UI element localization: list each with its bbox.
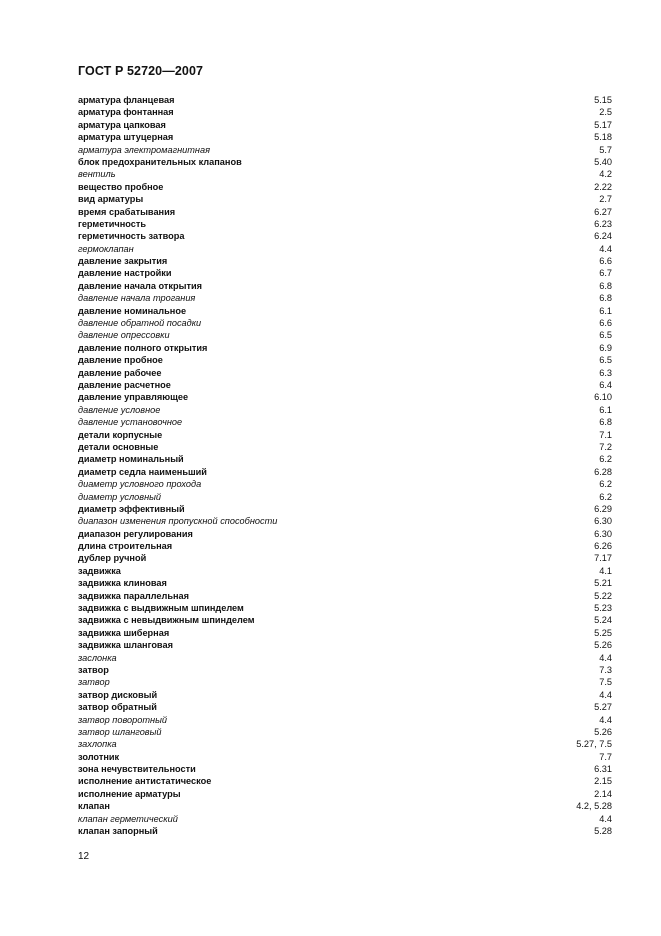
index-entry (78, 206, 612, 218)
index-term: задвижка параллельная (78, 590, 190, 601)
index-term: клапан запорный (78, 826, 158, 837)
index-reference: 6.1 (599, 404, 612, 415)
index-reference: 4.4 (599, 689, 612, 700)
index-entry (78, 367, 612, 379)
index-term: диапазон регулирования (78, 528, 193, 539)
index-entry (78, 478, 612, 490)
index-entry (78, 342, 612, 354)
index-term: давление начала трогания (78, 293, 196, 304)
index-term: задвижка (78, 565, 121, 576)
index-term: давление условное (78, 404, 161, 415)
index-term: затвор обратный (78, 702, 157, 713)
index-reference: 5.28 (594, 826, 612, 837)
index-entry (78, 391, 612, 403)
index-entry (78, 379, 612, 391)
index-entry (78, 144, 612, 156)
index-term: арматура электромагнитная (78, 144, 210, 155)
index-term: герметичность (78, 218, 146, 229)
index-term: исполнение антистатическое (78, 776, 212, 787)
index-term: диаметр условный (78, 491, 162, 502)
index-term: диапазон изменения пропускной способности (78, 516, 278, 527)
index-reference: 2.5 (599, 107, 612, 118)
index-entry (78, 652, 612, 664)
index-term: время срабатывания (78, 206, 176, 217)
index-entry (78, 280, 612, 292)
index-reference: 6.4 (599, 379, 612, 390)
index-term: гермоклапан (78, 243, 134, 254)
index-reference: 5.23 (594, 603, 612, 614)
term-index-list (78, 94, 612, 837)
index-reference: 6.24 (594, 231, 612, 242)
index-term: затвор (78, 677, 110, 688)
index-term: золотник (78, 751, 120, 762)
index-reference: 6.30 (594, 528, 612, 539)
index-entry (78, 676, 612, 688)
index-term: диаметр седла наименьший (78, 466, 207, 477)
index-entry (78, 329, 612, 341)
index-reference: 6.27 (594, 206, 612, 217)
index-term: детали основные (78, 441, 159, 452)
index-term: заслонка (78, 652, 117, 663)
index-term: арматура фланцевая (78, 95, 175, 105)
index-entry (78, 354, 612, 366)
index-reference: 4.1 (599, 565, 612, 576)
index-reference: 4.4 (599, 652, 612, 663)
index-entry (78, 453, 612, 465)
index-reference: 6.8 (599, 293, 612, 304)
index-reference: 6.3 (599, 367, 612, 378)
index-entry (78, 664, 612, 676)
index-reference: 6.23 (594, 218, 612, 229)
index-reference: 2.7 (599, 194, 612, 205)
index-reference: 5.26 (594, 726, 612, 737)
index-reference: 2.22 (594, 181, 612, 192)
index-entry (78, 181, 612, 193)
index-entry (78, 714, 612, 726)
index-term: затвор поворотный (78, 714, 167, 725)
index-entry (78, 243, 612, 255)
index-term: арматура штуцерная (78, 132, 174, 143)
index-reference: 5.25 (594, 627, 612, 638)
index-term: давление управляющее (78, 392, 189, 403)
index-term: детали корпусные (78, 429, 163, 440)
index-term: задвижка с невыдвижным шпинделем (78, 615, 255, 626)
index-reference: 5.40 (594, 156, 612, 167)
index-reference: 6.26 (594, 541, 612, 552)
index-reference: 6.7 (599, 268, 612, 279)
index-reference: 4.4 (599, 813, 612, 824)
index-entry (78, 94, 612, 106)
index-reference: 7.5 (599, 677, 612, 688)
index-reference: 7.7 (599, 751, 612, 762)
index-term: арматура фонтанная (78, 107, 174, 118)
index-entry (78, 577, 612, 589)
index-entry (78, 825, 612, 837)
index-entry (78, 552, 612, 564)
index-entry (78, 429, 612, 441)
index-reference: 2.14 (594, 788, 612, 799)
index-entry (78, 305, 612, 317)
index-term: диаметр номинальный (78, 454, 184, 465)
index-term: давление закрытия (78, 256, 168, 267)
index-term: давление опрессовки (78, 330, 170, 341)
index-entry (78, 131, 612, 143)
index-term: зона нечувствительности (78, 764, 196, 775)
index-reference: 4.4 (599, 243, 612, 254)
index-entry (78, 627, 612, 639)
index-reference: 7.3 (599, 664, 612, 675)
index-term: затвор дисковый (78, 689, 158, 700)
index-reference: 5.18 (594, 132, 612, 143)
index-entry (78, 602, 612, 614)
index-term: исполнение арматуры (78, 788, 181, 799)
index-reference: 5.7 (599, 144, 612, 155)
index-reference: 7.17 (594, 553, 612, 564)
index-term: давление номинальное (78, 305, 187, 316)
index-reference: 4.4 (599, 714, 612, 725)
index-entry (78, 156, 612, 168)
index-entry (78, 763, 612, 775)
index-entry (78, 515, 612, 527)
index-entry (78, 255, 612, 267)
index-entry (78, 528, 612, 540)
index-reference: 5.17 (594, 119, 612, 130)
index-term: герметичность затвора (78, 231, 185, 242)
index-reference: 6.6 (599, 318, 612, 329)
index-entry (78, 267, 612, 279)
index-term: давление полного открытия (78, 342, 208, 353)
index-reference: 5.22 (594, 590, 612, 601)
index-term: задвижка клиновая (78, 578, 167, 589)
index-term: вещество пробное (78, 181, 164, 192)
index-reference: 6.5 (599, 355, 612, 366)
index-entry (78, 317, 612, 329)
index-reference: 6.8 (599, 417, 612, 428)
index-entry (78, 416, 612, 428)
index-term: клапан (78, 801, 110, 812)
index-reference: 6.2 (599, 454, 612, 465)
index-term: вид арматуры (78, 194, 144, 205)
index-term: затвор (78, 664, 109, 675)
page-number: 12 (78, 851, 90, 862)
index-term: арматура цапковая (78, 119, 166, 130)
index-reference: 5.24 (594, 615, 612, 626)
index-reference: 5.27 (594, 702, 612, 713)
index-entry (78, 540, 612, 552)
index-reference: 5.21 (594, 578, 612, 589)
index-entry (78, 106, 612, 118)
index-reference: 4.2, 5.28 (576, 801, 612, 812)
index-reference: 6.10 (594, 392, 612, 403)
index-term: давление рабочее (78, 367, 162, 378)
index-entry (78, 726, 612, 738)
index-entry (78, 701, 612, 713)
index-reference: 5.15 (594, 95, 612, 105)
index-reference: 6.9 (599, 342, 612, 353)
index-reference: 4.2 (599, 169, 612, 180)
index-reference: 6.5 (599, 330, 612, 341)
index-term: длина строительная (78, 541, 173, 552)
index-entry (78, 193, 612, 205)
index-entry (78, 466, 612, 478)
index-entry (78, 503, 612, 515)
index-entry (78, 218, 612, 230)
index-entry (78, 800, 612, 812)
index-entry (78, 292, 612, 304)
index-reference: 6.1 (599, 305, 612, 316)
index-reference: 6.30 (594, 516, 612, 527)
index-reference: 5.26 (594, 640, 612, 651)
index-entry (78, 751, 612, 763)
index-reference: 5.27, 7.5 (576, 739, 612, 750)
index-reference: 6.2 (599, 491, 612, 502)
index-term: затвор шланговый (78, 726, 162, 737)
index-entry (78, 788, 612, 800)
index-term: давление расчетное (78, 379, 171, 390)
index-entry (78, 689, 612, 701)
index-term: вентиль (78, 169, 116, 180)
index-reference: 6.29 (594, 503, 612, 514)
index-entry (78, 614, 612, 626)
index-term: давление начала открытия (78, 280, 202, 291)
index-term: давление обратной посадки (78, 318, 202, 329)
index-entry (78, 738, 612, 750)
index-entry (78, 404, 612, 416)
index-entry (78, 639, 612, 651)
index-entry (78, 565, 612, 577)
index-reference: 7.1 (599, 429, 612, 440)
index-term: давление настройки (78, 268, 172, 279)
index-entry (78, 441, 612, 453)
index-term: диаметр эффективный (78, 503, 185, 514)
index-reference: 6.6 (599, 256, 612, 267)
index-entry (78, 119, 612, 131)
index-term: задвижка шланговая (78, 640, 173, 651)
document-header: ГОСТ Р 52720—2007 (78, 64, 204, 78)
index-reference: 6.8 (599, 280, 612, 291)
index-entry (78, 230, 612, 242)
index-entry (78, 590, 612, 602)
index-reference: 6.2 (599, 479, 612, 490)
index-entry (78, 813, 612, 825)
index-term: блок предохранительных клапанов (78, 156, 242, 167)
index-reference: 2.15 (594, 776, 612, 787)
index-entry (78, 168, 612, 180)
index-term: давление пробное (78, 355, 163, 366)
index-term: задвижка шиберная (78, 627, 170, 638)
index-term: дублер ручной (78, 553, 147, 564)
index-term: диаметр условного прохода (78, 479, 202, 490)
index-entry (78, 491, 612, 503)
index-term: захлопка (78, 739, 117, 750)
index-reference: 6.28 (594, 466, 612, 477)
index-term: клапан герметический (78, 813, 178, 824)
index-entry (78, 775, 612, 787)
index-term: задвижка с выдвижным шпинделем (78, 603, 244, 614)
index-term: давление установочное (78, 417, 183, 428)
index-reference: 6.31 (594, 764, 612, 775)
index-reference: 7.2 (599, 441, 612, 452)
